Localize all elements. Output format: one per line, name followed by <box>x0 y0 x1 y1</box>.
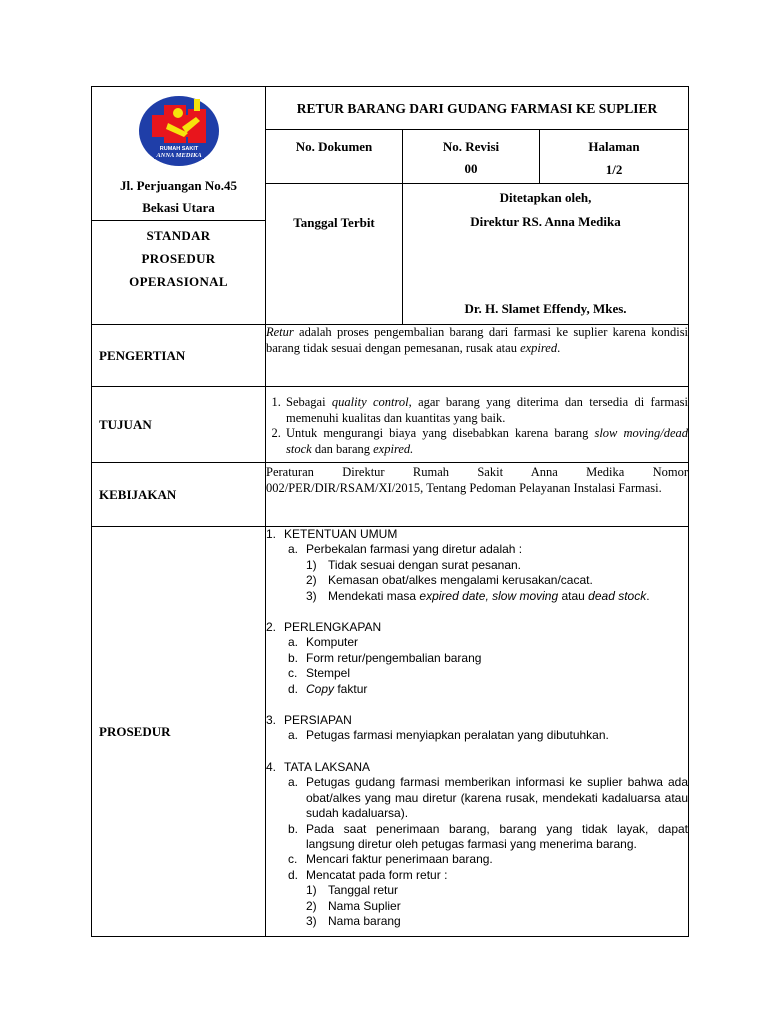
s4-c-marker: c. <box>288 852 298 867</box>
s1-a2-text: Kemasan obat/alkes mengalami kerusakan/cacat. <box>328 573 593 588</box>
s4-d-marker: d. <box>288 867 299 882</box>
sop-label-line1: STANDAR <box>146 228 211 243</box>
pengertian-body: adalah proses pengembalian barang dari farmasi ke suplier karena kondisi barang tidak sesuai dengan pemesanan, rusak atau <box>266 325 689 355</box>
s1-a1-marker: 1) <box>306 557 317 572</box>
s4-number: 4. <box>266 759 277 774</box>
s2-d-part-a: Copy <box>306 681 335 696</box>
tujuan-label: TUJUAN <box>92 387 266 463</box>
prosedur-content <box>266 527 689 937</box>
no-revisi-label: No. Revisi <box>442 139 500 154</box>
s1-a3-part-e: . <box>646 588 650 603</box>
hospital-logo <box>92 87 265 175</box>
kebijakan-text: Peraturan Direktur Rumah Sakit Anna Medika Nomor 002/PER/DIR/RSAM/XI/2015, Tentang Pedoman Pelayanan Instalasi Farmasi. <box>266 463 689 527</box>
hospital-identity-cell <box>92 87 266 221</box>
tujuan-item-1 <box>284 395 688 426</box>
s1-a3-marker: 3) <box>306 588 317 603</box>
s2-b-text: Form retur/pengembalian barang <box>306 650 482 665</box>
s2-title: PERLENGKAPAN <box>284 620 382 635</box>
s1-a3-part-a: Mendekati masa <box>328 588 420 603</box>
s1-a3-part-b: expired date, slow moving <box>419 588 559 603</box>
s1-a2-marker: 2) <box>306 573 317 588</box>
s4-d3-marker: 3) <box>306 913 317 928</box>
s2-a-marker: a. <box>288 635 299 650</box>
tujuan-item-2-b: slow moving/dead stock <box>286 426 689 456</box>
document-title: RETUR BARANG DARI GUDANG FARMASI KE SUPLIER <box>266 87 689 130</box>
kebijakan-label: KEBIJAKAN <box>92 463 266 527</box>
s1-a-text: Perbekalan farmasi yang diretur adalah : <box>306 542 523 557</box>
s1-number: 1. <box>266 527 277 541</box>
s1-a3-part-d: dead stock <box>588 588 647 603</box>
pengertian-term: Retur <box>266 325 294 339</box>
halaman-value: 1/2 <box>605 162 623 177</box>
no-dokumen-cell <box>266 130 403 184</box>
s1-title: KETENTUAN UMUM <box>284 527 398 541</box>
s4-b-text: Pada saat penerimaan barang, barang yang tidak layak, dapat langsung diretur oleh petugas farmasi yang menerima barang. <box>306 821 689 851</box>
s3-a-text: Petugas farmasi menyiapkan peralatan yang dibutuhkan. <box>306 728 609 743</box>
s4-d3-text: Nama barang <box>328 913 401 928</box>
s4-d2-marker: 2) <box>306 898 317 913</box>
tujuan-item-1-c: , agar barang yang diterima dan tersedia di farmasi memenuhi kualitas dan kuantitas yang baik. <box>286 395 689 425</box>
s2-c-text: Stempel <box>306 666 351 681</box>
no-revisi-value: 00 <box>464 161 478 176</box>
s4-d1-text: Tanggal retur <box>328 883 399 898</box>
prosedur-label: PROSEDUR <box>92 527 266 937</box>
tujuan-item-2-a: Untuk mengurangi biaya yang disebabkan karena barang <box>286 426 595 440</box>
s3-a-marker: a. <box>288 728 299 743</box>
tujuan-item-1-b: quality control <box>331 395 409 409</box>
address-line1: Jl. Perjuangan No.45 <box>120 178 237 193</box>
sop-document <box>91 86 688 936</box>
sop-label-line3: OPERASIONAL <box>129 274 228 289</box>
no-dokumen-label: No. Dokumen <box>295 139 373 154</box>
s4-a-text: Petugas gudang farmasi memberikan informasi ke suplier bahwa ada obat/alkes yang mau diretur (karena rusak, mendekati kadaluarsa atau sudah kadaluarsa). <box>306 775 689 821</box>
pengertian-expired: expired <box>520 340 558 355</box>
s4-d-text: Mencatat pada form retur : <box>306 867 448 882</box>
section-perlengkapan <box>266 620 688 697</box>
no-revisi-cell <box>403 130 540 184</box>
s2-number: 2. <box>266 620 277 635</box>
s3-number: 3. <box>266 713 277 728</box>
s4-a-marker: a. <box>288 775 299 790</box>
s1-a-marker: a. <box>288 542 299 557</box>
halaman-label: Halaman <box>588 139 640 154</box>
tanggal-terbit-cell <box>266 184 403 325</box>
s4-c-text: Mencari faktur penerimaan barang. <box>306 852 493 867</box>
tujuan-text <box>266 387 689 463</box>
s2-c-marker: c. <box>288 666 298 681</box>
section-persiapan <box>266 713 688 744</box>
s4-b-marker: b. <box>288 821 299 836</box>
s1-a1-text: Tidak sesuai dengan surat pesanan. <box>328 557 522 572</box>
s2-d-marker: d. <box>288 681 299 696</box>
s1-a3-text <box>328 589 688 604</box>
signatory-name: Dr. H. Slamet Effendy, Mkes. <box>464 301 627 316</box>
s3-title: PERSIAPAN <box>284 713 352 728</box>
halaman-cell <box>540 130 689 184</box>
s1-a3-part-c: atau <box>558 588 589 603</box>
sop-table <box>91 86 689 937</box>
tujuan-item-1-a: Sebagai <box>286 395 332 409</box>
section-ketentuan-umum <box>266 527 688 604</box>
hospital-logo-icon <box>92 87 266 175</box>
s4-d1-marker: 1) <box>306 883 317 898</box>
address-line2: Bekasi Utara <box>142 200 215 215</box>
tujuan-item-2-d: expired. <box>373 441 414 456</box>
tujuan-item-2-c: dan barang <box>311 441 374 456</box>
hospital-address <box>92 175 265 219</box>
s4-title: TATA LAKSANA <box>284 759 371 774</box>
s2-d-text <box>306 682 688 697</box>
pengertian-label: PENGERTIAN <box>92 325 266 387</box>
section-tata-laksana <box>266 760 688 929</box>
tanggal-terbit-label: Tanggal Terbit <box>293 215 375 230</box>
s2-a-text: Komputer <box>306 635 359 650</box>
s2-d-part-b: faktur <box>334 681 368 696</box>
pengertian-text <box>266 325 689 387</box>
pengertian-end: . <box>557 340 561 355</box>
sop-label-line2: PROSEDUR <box>141 251 216 266</box>
ditetapkan-cell <box>403 184 689 325</box>
logo-text-line1: RUMAH SAKIT <box>159 146 199 152</box>
logo-text-line2: ANNA MEDIKA <box>156 152 202 159</box>
ditetapkan-line2: Direktur RS. Anna Medika <box>470 214 621 229</box>
s2-b-marker: b. <box>288 650 299 665</box>
tujuan-list <box>266 395 688 457</box>
ditetapkan-line1: Ditetapkan oleh, <box>499 190 592 205</box>
sop-label-cell <box>92 221 266 325</box>
s4-d2-text: Nama Suplier <box>328 898 401 913</box>
tujuan-item-2 <box>284 426 688 457</box>
